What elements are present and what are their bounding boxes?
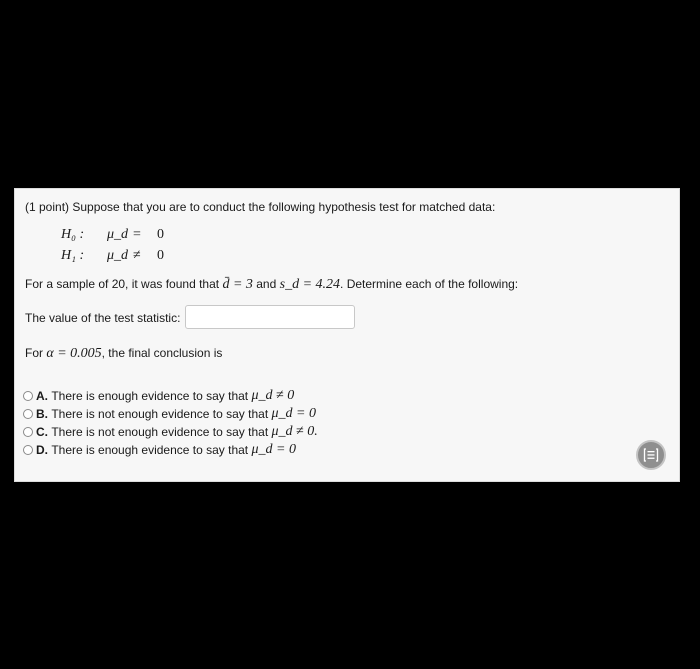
alpha-statement: [25, 346, 222, 362]
option-c-letter: C.: [36, 425, 48, 439]
option-c-text: There is not enough evidence to say that: [51, 425, 269, 439]
option-c[interactable]: [23, 424, 318, 440]
h0-label: H₀ :: [61, 227, 85, 242]
keyboard-help-icon: [643, 447, 659, 463]
option-b-math: μ_d = 0: [271, 406, 316, 421]
h1-label: H₁ :: [61, 248, 85, 263]
option-a-text: There is enough evidence to say that: [51, 389, 249, 403]
h1-relation: ≠: [133, 248, 141, 263]
option-a-letter: A.: [36, 389, 48, 403]
question-intro: (1 point) Suppose that you are to conduct the following hypothesis test for matched data:: [25, 200, 496, 214]
test-statistic-label: The value of the test statistic:: [25, 311, 181, 325]
option-b-letter: B.: [36, 407, 48, 421]
h1-param: μ_d: [107, 248, 129, 263]
h0-relation: =: [133, 227, 141, 242]
dbar-value: d̄ = 3: [222, 277, 253, 292]
alpha-prefix: For: [25, 346, 43, 360]
alpha-suffix: , the final conclusion is: [101, 346, 223, 360]
option-b-text: There is not enough evidence to say that: [51, 407, 269, 421]
sample-suffix: . Determine each of the following:: [340, 277, 519, 291]
option-c-math: μ_d ≠ 0.: [271, 424, 318, 439]
option-a-math: μ_d ≠ 0: [251, 388, 295, 403]
test-statistic-input[interactable]: [185, 305, 355, 329]
h0-value: 0: [157, 227, 164, 242]
option-b-radio[interactable]: [23, 409, 33, 419]
option-a[interactable]: [23, 388, 294, 404]
keyboard-help-button[interactable]: [636, 440, 666, 470]
option-d-text: There is enough evidence to say that: [51, 443, 249, 457]
option-d-math: μ_d = 0: [251, 442, 296, 457]
option-c-radio[interactable]: [23, 427, 33, 437]
sample-and: and: [256, 277, 277, 291]
h0-param: μ_d: [107, 227, 129, 242]
option-d-letter: D.: [36, 443, 48, 457]
h1-value: 0: [157, 248, 164, 263]
option-a-radio[interactable]: [23, 391, 33, 401]
option-d[interactable]: [23, 442, 296, 458]
sd-value: s_d = 4.24: [279, 277, 341, 292]
sample-prefix: For a sample of 20, it was found that: [25, 277, 220, 291]
option-d-radio[interactable]: [23, 445, 33, 455]
sample-statement: [25, 277, 518, 293]
option-b[interactable]: [23, 406, 316, 422]
alpha-expr: α = 0.005: [46, 346, 102, 361]
question-panel: [14, 188, 680, 482]
